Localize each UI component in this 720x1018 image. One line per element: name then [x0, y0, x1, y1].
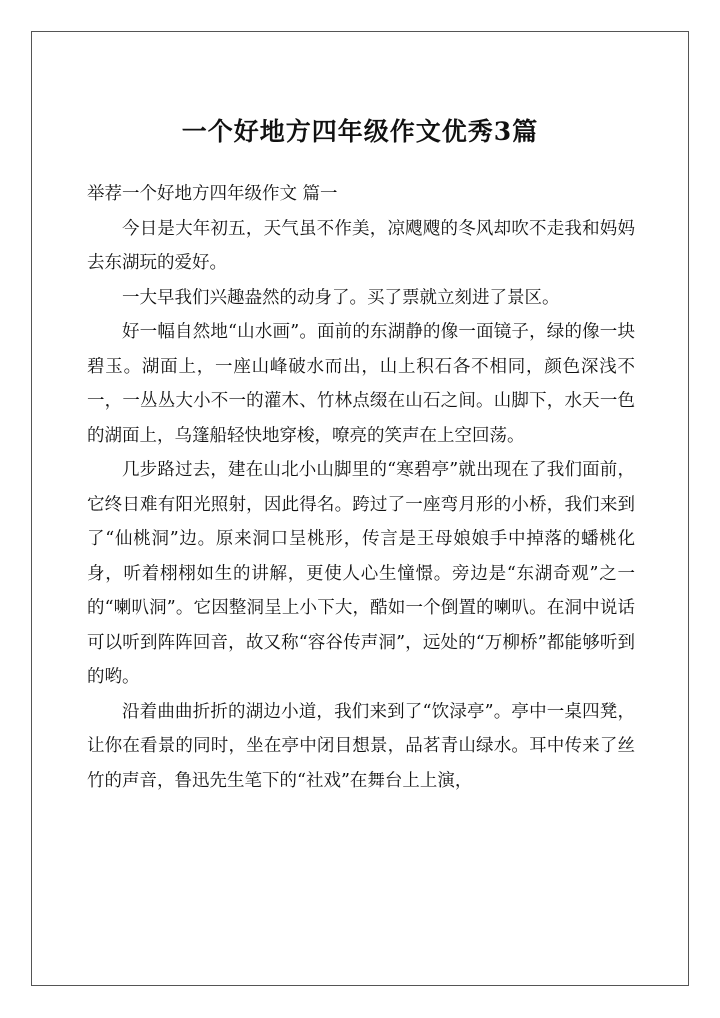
paragraph-4: 几步路过去，建在山北小山脚里的“寒碧亭”就出现在了我们面前，它终日难有阳光照射，因此得名。跨过了一座弯月形的小桥，我们来到了“仙桃洞”边。原来洞口呈桃形，传言是王母娘娘手中掉落的蟠桃化身，听着栩栩如生的讲解，更使人心生憧憬。旁边是“东湖奇观”之一的“喇叭洞”。它因整洞呈上小下大，酷如一个倒置的喇叭。在洞中说话可以听到阵阵回音，故又称“容谷传声洞”，远处的“万柳桥”都能够听到的哟。 — [87, 460, 635, 687]
paragraph-1: 今日是大年初五，天气虽不作美，凉飕飕的冬风却吹不走我和妈妈去东湖玩的爱好。 — [87, 218, 635, 273]
section-heading: 举荐一个好地方四年级作文 篇一 — [87, 184, 338, 204]
document-title: 一个好地方四年级作文优秀3篇 — [181, 117, 539, 146]
paragraph-5: 沿着曲曲折折的湖边小道，我们来到了“饮渌亭”。亭中一桌四凳，让你在看景的同时，坐在亭中闭目想景，品茗青山绿水。耳中传来了丝竹的声音，鲁迅先生笔下的“社戏”在舞台上上演， — [87, 701, 635, 791]
paragraph-2: 一大早我们兴趣盎然的动身了。买了票就立刻进了景区。 — [122, 287, 560, 308]
paragraph-3: 好一幅自然地“山水画”。面前的东湖静的像一面镜子，绿的像一块碧玉。湖面上，一座山峰破水而出，山上积石各不相同，颜色深浅不一，一丛丛大小不一的灌木、竹林点缀在山石之间。山脚下，水天一色的湖面上，乌篷船轻快地穿梭，嘹亮的笑声在上空回荡。 — [87, 322, 635, 446]
document-body — [87, 177, 635, 798]
